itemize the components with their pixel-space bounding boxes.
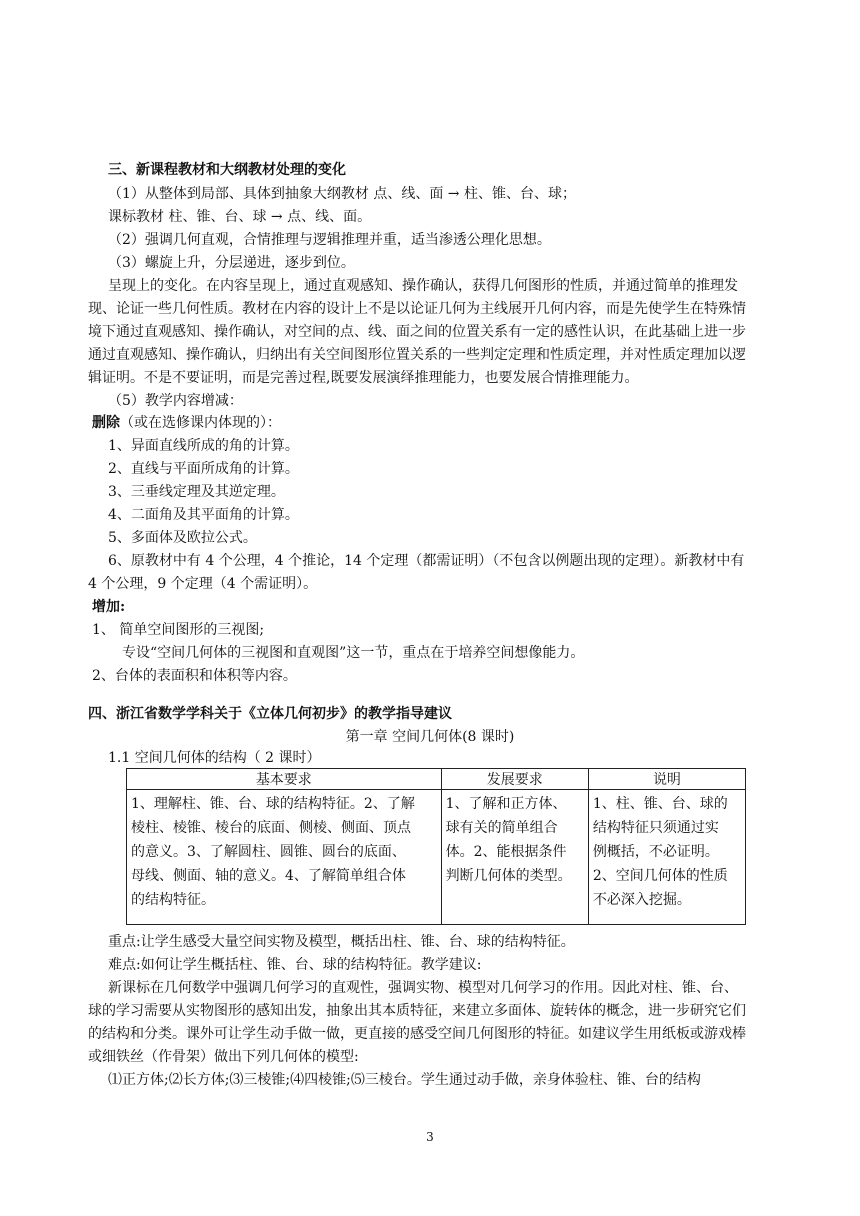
page-number: 3 [426,1130,434,1144]
section-3-paragraph-line: 境下通过直观感知、操作确认，对空间的点、线、面之间的位置关系有一定的感性认识，在此基础上进一步 [88,324,746,340]
section-3-line-2: 课标教材 柱、锥、台、球 → 点、线、面。 [108,209,372,225]
requirements-table [126,768,746,925]
delete-item: 6、原教材中有 4 个公理，4 个推论，14 个定理（都需证明）（不包含以例题出现的定理）。新教材中有 [108,553,745,569]
delete-item: 3、三垂线定理及其逆定理。 [108,484,285,500]
section-3-line-5: （5）教学内容增减： [108,393,243,409]
delete-note: （或在选修课内体现的）： [120,415,281,431]
section-3-line-1: （1）从整体到局部、具体到抽象大纲教材 点、线、面 → 柱、锥、台、球； [108,186,576,202]
cell-line: 体。2、能根据条件 [445,844,567,860]
delete-item: 1、异面直线所成的角的计算。 [108,438,299,454]
cell-line: 例概括，不必证明。 [592,844,719,860]
delete-heading [92,413,281,433]
section-3-paragraph-line: 呈现上的变化。在内容呈现上，通过直观感知、操作确认，获得几何图形的性质，并通过简单的推理发 [108,278,738,294]
add-heading: 增加: [92,599,126,615]
table-cell-basic [127,790,442,925]
cell-line: 判断几何体的类型。 [445,868,572,884]
table-row [127,790,746,925]
delete-item: 4 个公理，9 个定理（4 个需证明）。 [88,576,318,592]
section-4-heading: 四、浙江省数学学科关于《立体几何初步》的教学指导建议 [88,706,452,722]
chapter-title: 第一章 空间几何体(8 课时) [345,729,515,745]
section-4-paragraph-line: 球的学习需要从实物图形的感知出发，抽象出其本质特征，来建立多面体、旋转体的概念，进一步研究它们 [88,1003,746,1019]
add-item: 2、台体的表面积和体积等内容。 [92,668,297,684]
cell-line: 1、柱、锥、台、球的 [592,796,728,812]
section-4-paragraph-line: 或细铁丝（作骨架）做出下列几何体的模型: [88,1049,359,1065]
table-header-notes: 说明 [588,769,745,790]
add-item: 专设“空间几何体的三视图和直观图”这一节，重点在于培养空间想像能力。 [122,645,585,661]
section-3-paragraph-line: 通过直观感知、操作确认，归纳出有关空间图形位置关系的一些判定定理和性质定理，并对性质定理加以逻 [88,347,746,363]
cell-line: 棱柱、棱锥、棱台的底面、侧棱、侧面、顶点 [131,820,411,836]
difficulty: 难点:如何让学生概括柱、锥、台、球的结构特征。教学建议: [108,957,482,973]
delete-item: 4、二面角及其平面角的计算。 [108,507,299,523]
cell-line: 球有关的简单组合 [445,820,558,836]
cell-line: 不必深入挖掘。 [592,892,691,908]
table-header-development: 发展要求 [441,769,588,790]
cell-line: 的结构特征。 [131,892,215,908]
delete-item: 5、多面体及欧拉公式。 [108,530,257,546]
section-4-paragraph-line: ⑴正方体;⑵长方体;⑶三棱锥;⑷四棱锥;⑸三棱台。学生通过动手做，亲身体验柱、锥、台的结构 [108,1072,701,1088]
cell-line: 母线、侧面、轴的意义。4、了解简单组合体 [131,868,406,884]
section-3-paragraph-line: 现、论证一些几何性质。教材在内容的设计上不是以论证几何为主线展开几何内容，而是先使学生在特殊情 [88,301,746,317]
section-3-line-3: （2）强调几何直观，合情推理与逻辑推理并重，适当渗透公理化思想。 [108,232,551,248]
table-cell-notes [588,790,745,925]
cell-line: 1、理解柱、锥、台、球的结构特征。2、了解 [131,796,415,812]
delete-label: 删除 [92,415,120,431]
section-4-paragraph-line: 的结构和分类。课外可让学生动手做一做，更直接的感受空间几何图形的特征。如建议学生用纸板或游戏棒 [88,1026,746,1042]
cell-line: 的意义。3、了解圆柱、圆锥、圆台的底面、 [131,844,406,860]
table-header-basic: 基本要求 [127,769,442,790]
add-item: 1、 简单空间图形的三视图; [92,622,265,638]
subsection-title: 1.1 空间几何体的结构（ 2 课时） [108,750,321,766]
cell-line: 结构特征只须通过实 [592,820,719,836]
table-cell-development [441,790,588,925]
section-3-paragraph-line: 辑证明。不是不要证明，而是完善过程,既要发展演绎推理能力，也要发展合情推理能力。 [88,370,639,386]
table-header-row [127,769,746,790]
key-point: 重点:让学生感受大量空间实物及模型，概括出柱、锥、台、球的结构特征。 [108,934,575,950]
cell-line: 2、空间几何体的性质 [592,868,728,884]
section-4-paragraph-line: 新课标在几何数学中强调几何学习的直观性，强调实物、模型对几何学习的作用。因此对柱、锥、台、 [108,980,738,996]
section-3-line-4: （3）螺旋上升，分层递进，逐步到位。 [108,255,355,271]
delete-item: 2、直线与平面所成角的计算。 [108,461,299,477]
section-3-heading: 三、新课程教材和大纲教材处理的变化 [108,162,346,178]
cell-line: 1、了解和正方体、 [445,796,567,812]
